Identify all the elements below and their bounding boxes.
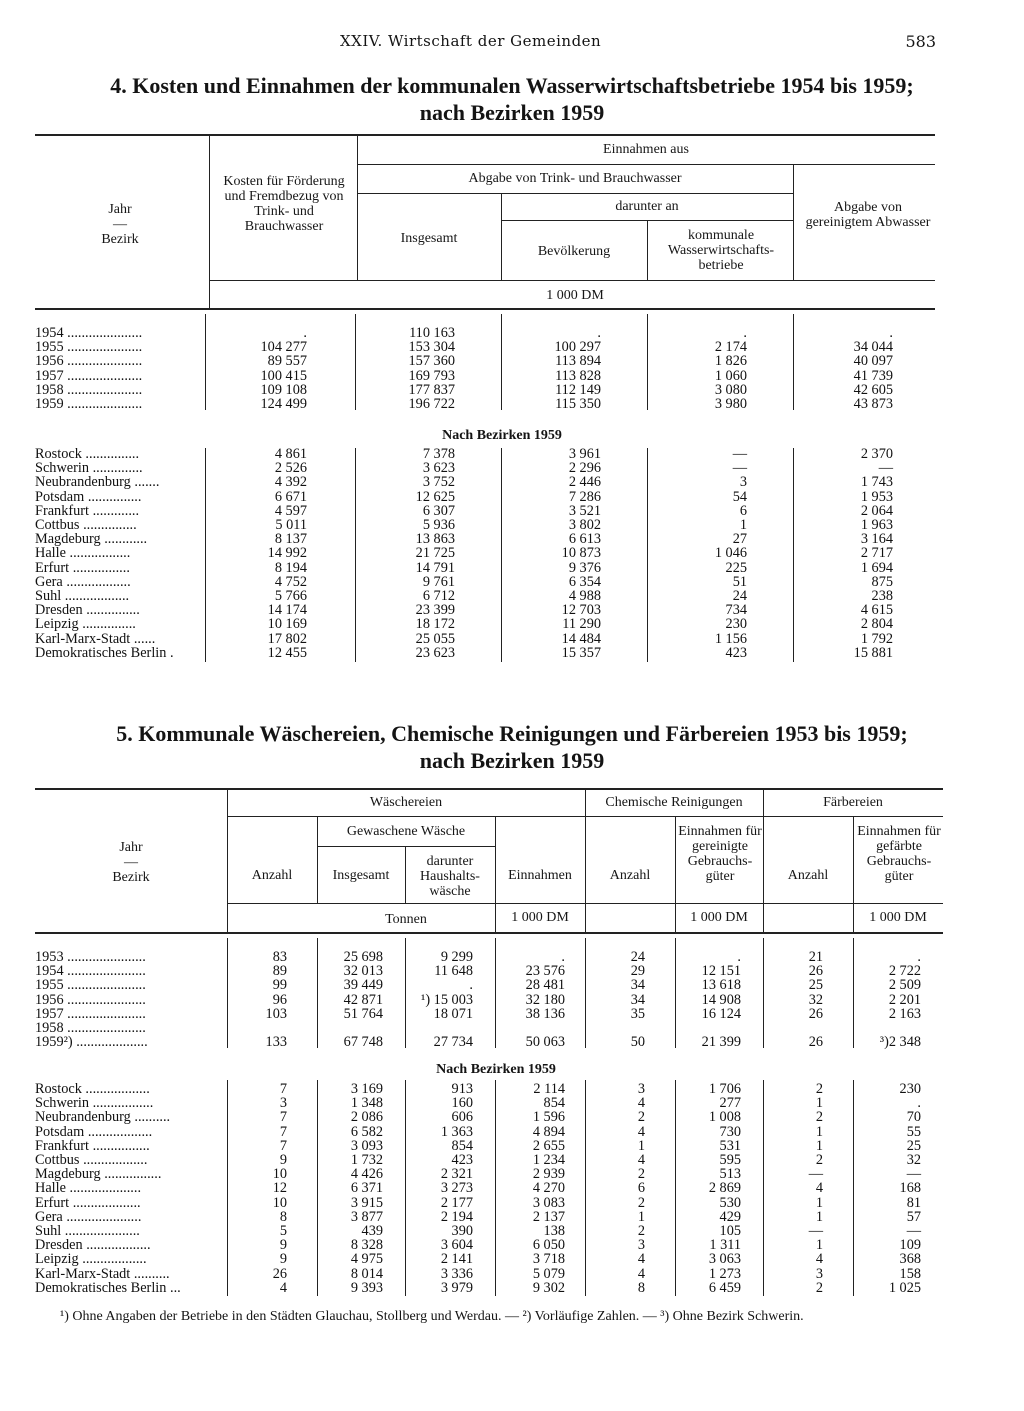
- darunter-an-header: darunter an: [615, 199, 679, 214]
- col-insgesamt-header: Insgesamt: [400, 231, 458, 246]
- col-jahr-bezirk-header: [35, 202, 205, 247]
- col-bevoelkerung-header: Bevölkerung: [537, 244, 611, 259]
- t5-years-labels: 1953 ...................... 1954 ...................... 1955 ...................... 1956 ...................... 1957 ...................... 1958 ...................... 1959²) ....................: [35, 949, 148, 1051]
- rule: [501, 448, 502, 662]
- rule: [35, 932, 943, 934]
- t5-col-insgesamt-header: Insgesamt: [332, 868, 390, 883]
- page-number: 583: [905, 32, 936, 51]
- table5-top-rule: [35, 788, 943, 790]
- t5-col-einnahmen-header: Einnahmen: [508, 868, 572, 883]
- rule: [357, 136, 358, 280]
- waeschereien-header: Wäschereien: [369, 795, 443, 810]
- table4: [35, 134, 935, 664]
- table4-title: [0, 72, 1024, 126]
- t5-years-anzahl: 83 89 99 96 103 133: [265, 949, 287, 1051]
- gewaschene-waesche-header: Gewaschene Wäsche: [346, 824, 466, 839]
- t5-header-jahr: Jahr: [119, 840, 143, 855]
- t5-years-faerb-einnahmen: . 2 722 2 509 2 201 2 163 ³)2 348: [879, 949, 921, 1051]
- running-title: XXIV. Wirtschaft der Gemeinden: [340, 32, 602, 50]
- rule: [357, 164, 935, 165]
- unit-label: 1 000 DM: [546, 288, 604, 303]
- years-kosten: . 104 277 89 557 100 415 109 108 124 499: [260, 325, 307, 413]
- bezirke-abwasser: 2 370 — 1 743 1 953 2 064 1 963 3 164 2 717 1 694 875 238 4 615 2 804 1 792 15 881: [853, 446, 893, 661]
- rule: [35, 308, 935, 310]
- t5-bezirke-insgesamt: 3 169 1 348 2 086 6 582 3 093 1 732 4 426 6 371 3 915 3 877 439 8 328 4 975 8 014 9 393: [350, 1081, 383, 1296]
- rule: [763, 790, 764, 932]
- years-labels: 1954 ..................... 1955 ..................... 1956 ..................... 1957 ..................... 1958 ..................... 1959 .....................: [35, 325, 143, 413]
- t5-bezirke-einnahmen: 2 114 854 1 596 4 894 2 655 1 234 2 939 4 270 3 083 2 137 138 6 050 3 718 5 079 9 302: [532, 1081, 565, 1296]
- header-jahr: Jahr: [108, 202, 132, 217]
- t5-years-chem-einnahmen: . 12 151 13 618 14 908 16 124 21 399: [701, 949, 741, 1051]
- t5-col-chem-anzahl-header: Anzahl: [609, 868, 651, 883]
- bezirke-labels: Rostock ............... Schwerin .............. Neubrandenburg ....... Potsdam ............... Frankfurt ............. Cottbus ............... Magdeburg ............ Halle ................. Erfurt ................ Gera .................. Suhl .................. Dresden ............... Leipzig ............... Karl-Marx-Stadt ...... Demokratisches Berlin .: [35, 446, 174, 661]
- unit-dm-3: 1 000 DM: [869, 910, 927, 925]
- bezirke-insgesamt: 7 378 3 623 3 752 12 625 6 307 5 936 13 863 21 725 14 791 9 761 6 712 23 399 18 172 25 055 23 623: [415, 446, 455, 661]
- t5-years-chem-anzahl: 24 29 34 34 35 50: [630, 949, 645, 1051]
- bezirke-kommunale: — — 3 54 6 1 27 1 046 225 51 24 734 230 1 156 423: [714, 446, 747, 661]
- rule: [793, 314, 794, 410]
- rule: [357, 193, 793, 194]
- chem-reinigungen-header: Chemische Reinigungen: [605, 795, 743, 810]
- rule: [405, 846, 406, 904]
- years-abwasser: . 34 044 40 097 41 739 42 605 43 873: [853, 325, 893, 413]
- t5-col-haushalt-header: darunter Haushalts-wäsche: [420, 854, 480, 899]
- years-bevoelkerung: . 100 297 113 894 113 828 112 149 115 350: [554, 325, 601, 413]
- rule: [647, 314, 648, 410]
- t5-col-jahr-bezirk-header: [35, 840, 227, 885]
- rule: [209, 280, 935, 281]
- t5-bezirke-faerb-einnahmen: 230 . 70 55 25 32 — 168 81 57 — 109 368 158 1 025: [888, 1081, 921, 1296]
- col-kosten-header: Kosten für Förderung und Fremdbezug von Trink- und Brauchwasser: [223, 174, 345, 234]
- t5-bezirke-chem-anzahl: 3 4 2 4 1 4 2 6 2 1 2 3 4 4 8: [637, 1081, 645, 1296]
- table4-top-rule: [35, 134, 935, 136]
- t5-years-insgesamt: 25 698 32 013 39 449 42 871 51 764 67 748: [343, 949, 383, 1051]
- table5-title: [0, 720, 1024, 774]
- unit-tonnen: Tonnen: [385, 912, 427, 927]
- t5-col-faerb-anzahl-header: Anzahl: [787, 868, 829, 883]
- t5-bezirke-faerb-anzahl: 2 1 2 1 1 2 — 4 1 1 — 1 4 3 2: [808, 1081, 823, 1296]
- rule: [227, 790, 228, 932]
- t5-bezirke-chem-einnahmen: 1 706 277 1 008 730 531 595 513 2 869 530 429 105 1 311 3 063 1 273 6 459: [708, 1081, 741, 1296]
- rule: [317, 846, 495, 847]
- years-insgesamt: 110 163 153 304 157 360 169 793 177 837 196 722: [408, 325, 455, 413]
- rule: [647, 220, 648, 280]
- t5-col-anzahl-header: Anzahl: [251, 868, 293, 883]
- unit-dm-2: 1 000 DM: [690, 910, 748, 925]
- t5-bezirke-haushalt: 913 160 606 1 363 854 423 2 321 3 273 2 177 2 194 390 3 604 2 141 3 336 3 979: [440, 1081, 473, 1296]
- rule: [647, 448, 648, 662]
- col-kommunale-header: kommunale Wasserwirtschafts-betriebe: [667, 228, 775, 273]
- rule: [355, 314, 356, 410]
- col-abwasser-header: Abgabe von gereinigtem Abwasser: [805, 200, 931, 230]
- table5-subheading: Nach Bezirken 1959: [436, 1062, 556, 1077]
- table5-title-line1: 5. Kommunale Wäschereien, Chemische Reinigungen und Färbereien 1953 bis 1959;: [116, 721, 908, 746]
- bezirke-kosten: 4 861 2 526 4 392 6 671 4 597 5 011 8 137 14 992 8 194 4 752 5 766 14 174 10 169 17 802 12 455: [267, 446, 307, 661]
- t5-years-haushalt: 9 299 11 648 . ¹) 15 003 18 071 27 734: [421, 949, 473, 1051]
- rule: [209, 136, 210, 308]
- einnahmen-aus-header: Einnahmen aus: [603, 142, 689, 157]
- rule: [205, 448, 206, 662]
- unit-dm-1: 1 000 DM: [511, 910, 569, 925]
- table5-title-line2: nach Bezirken 1959: [419, 748, 605, 773]
- rule: [793, 448, 794, 662]
- faerbereien-header: Färbereien: [823, 795, 883, 810]
- t5-bezirke-labels: Rostock .................. Schwerin ................. Neubrandenburg .......... Potsdam .................. Frankfurt ................ Cottbus .................. Magdeburg ................ Halle .................... Erfurt ................... Gera ..................... Suhl ..................... Dresden .................. Leipzig .................. Karl-Marx-Stadt .......... Demokratisches Berlin ...: [35, 1081, 181, 1296]
- t5-years-faerb-anzahl: 21 26 25 32 26 26: [808, 949, 823, 1051]
- t5-header-dash: —: [124, 855, 138, 870]
- rule: [501, 314, 502, 410]
- bezirke-bevoelkerung: 3 961 2 296 2 446 7 286 3 521 3 802 6 613 10 873 9 376 6 354 4 988 12 703 11 290 14 484 15 357: [561, 446, 601, 661]
- table4-title-line2: nach Bezirken 1959: [419, 100, 605, 125]
- table5: [35, 788, 943, 1298]
- t5-header-bezirk: Bezirk: [112, 870, 150, 885]
- footnotes: ¹) Ohne Angaben der Betriebe in den Städten Glauchau, Stollberg und Werdau. — ²) Vorläufige Zahlen. — ³) Ohne Bezirk Schwerin.: [60, 1309, 804, 1324]
- header-bezirk: Bezirk: [101, 232, 139, 247]
- t5-years-einnahmen: . 23 576 28 481 32 180 38 136 50 063: [525, 949, 565, 1051]
- rule: [585, 790, 586, 932]
- table4-title-line1: 4. Kosten und Einnahmen der kommunalen Wasserwirtschaftsbetriebe 1954 bis 1959;: [110, 73, 914, 98]
- header-dash: —: [113, 217, 127, 232]
- t5-col-faerb-einnahmen-header: Einnahmen für gefärbte Gebrauchs-güter: [857, 824, 941, 884]
- years-kommunale: . 2 174 1 826 1 060 3 080 3 980: [714, 325, 747, 413]
- abgabe-trink-header: Abgabe von Trink- und Brauchwasser: [468, 171, 682, 186]
- running-header: [0, 30, 1024, 54]
- rule: [793, 164, 794, 280]
- table4-subheading: Nach Bezirken 1959: [442, 428, 562, 443]
- t5-bezirke-anzahl: 7 3 7 7 7 9 10 12 10 8 5 9 9 26 4: [272, 1081, 287, 1296]
- t5-col-chem-einnahmen-header: Einnahmen für gereinigte Gebrauchs-güter: [678, 824, 762, 884]
- rule: [205, 314, 206, 410]
- rule: [355, 448, 356, 662]
